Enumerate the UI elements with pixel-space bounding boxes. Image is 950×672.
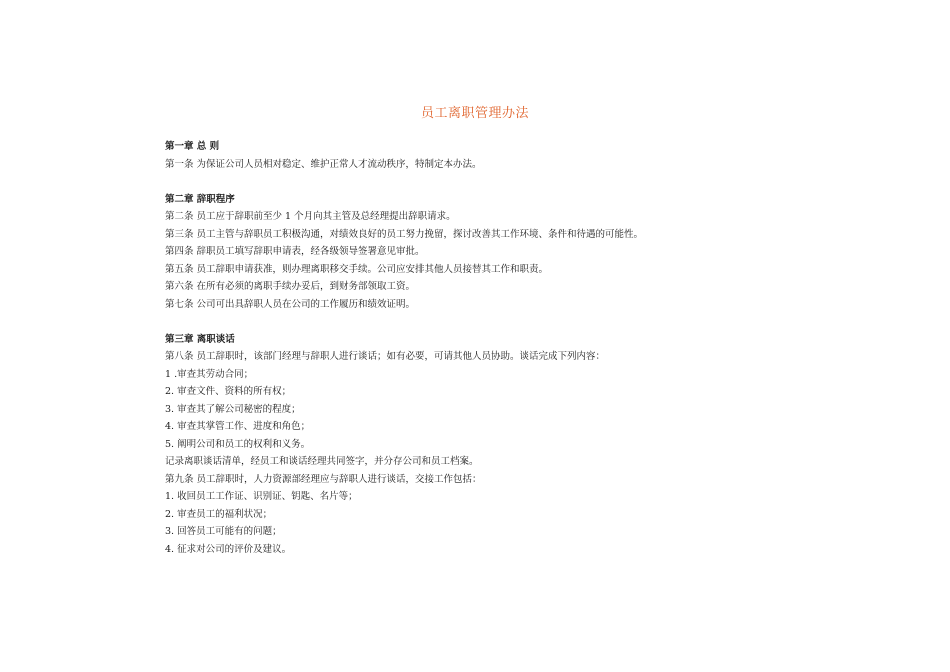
section-gap [165,173,805,191]
article-8-item-4: 4. 审查其掌管工作、进度和角色； [165,421,311,432]
article-8: 第八条 员工辞职时，该部门经理与辞职人进行谈话；如有必要，可请其他人员协助。谈话完成下列内容： [165,351,606,362]
interview-record-note: 记录离职谈话清单，经员工和谈话经理共同签字，并分存公司和员工档案。 [165,456,479,467]
article-9: 第九条 员工辞职时，人力资源部经理应与辞职人进行谈话，交接工作包括： [165,473,482,485]
article-9-item-2: 2. 审查员工的福利状况； [165,508,273,520]
article-8-item-3: 3. 审查其了解公司秘密的程度； [165,403,301,415]
section-gap [165,313,805,331]
document-title: 员工离职管理办法 [420,106,529,121]
article-6: 第六条 在所有必须的离职手续办妥后，到财务部领取工资。 [165,281,416,292]
article-8-item-5: 5. 阐明公司和员工的权利和义务。 [165,438,311,450]
article-4: 第四条 辞职员工填写辞职申请表，经各级领导签署意见审批。 [165,246,425,257]
article-8-item-2: 2. 审查文件、资料的所有权； [165,386,292,397]
article-2: 第二条 员工应于辞职前至少 1 个月向其主管及总经理提出辞职请求。 [165,211,456,222]
article-7: 第七条 公司可出具辞职人员在公司的工作履历和绩效证明。 [165,298,416,310]
chapter-2-heading: 第二章 辞职程序 [165,193,235,205]
article-8-item-1: 1 .审查其劳动合同； [165,368,254,380]
article-9-item-1: 1. 收回员工工作证、识别证、钥匙、名片等； [165,491,358,502]
chapter-1-heading: 第一章 总 则 [165,141,220,152]
article-3: 第三条 员工主管与辞职员工积极沟通，对绩效良好的员工努力挽留，探讨改善其工作环境、条件和待遇的可能性。 [165,228,644,240]
article-9-item-4: 4. 征求对公司的评价及建议。 [165,543,292,555]
document-body [165,138,805,558]
article-5: 第五条 员工辞职申请获准，则办理离职移交手续。公司应安排其他人员接替其工作和职责。 [165,263,549,275]
article-1: 第一条 为保证公司人员相对稳定、维护正常人才流动秩序，特制定本办法。 [165,158,482,170]
article-9-item-3: 3. 回答员工可能有的问题； [165,526,282,537]
chapter-3-heading: 第三章 离职谈话 [165,333,235,345]
